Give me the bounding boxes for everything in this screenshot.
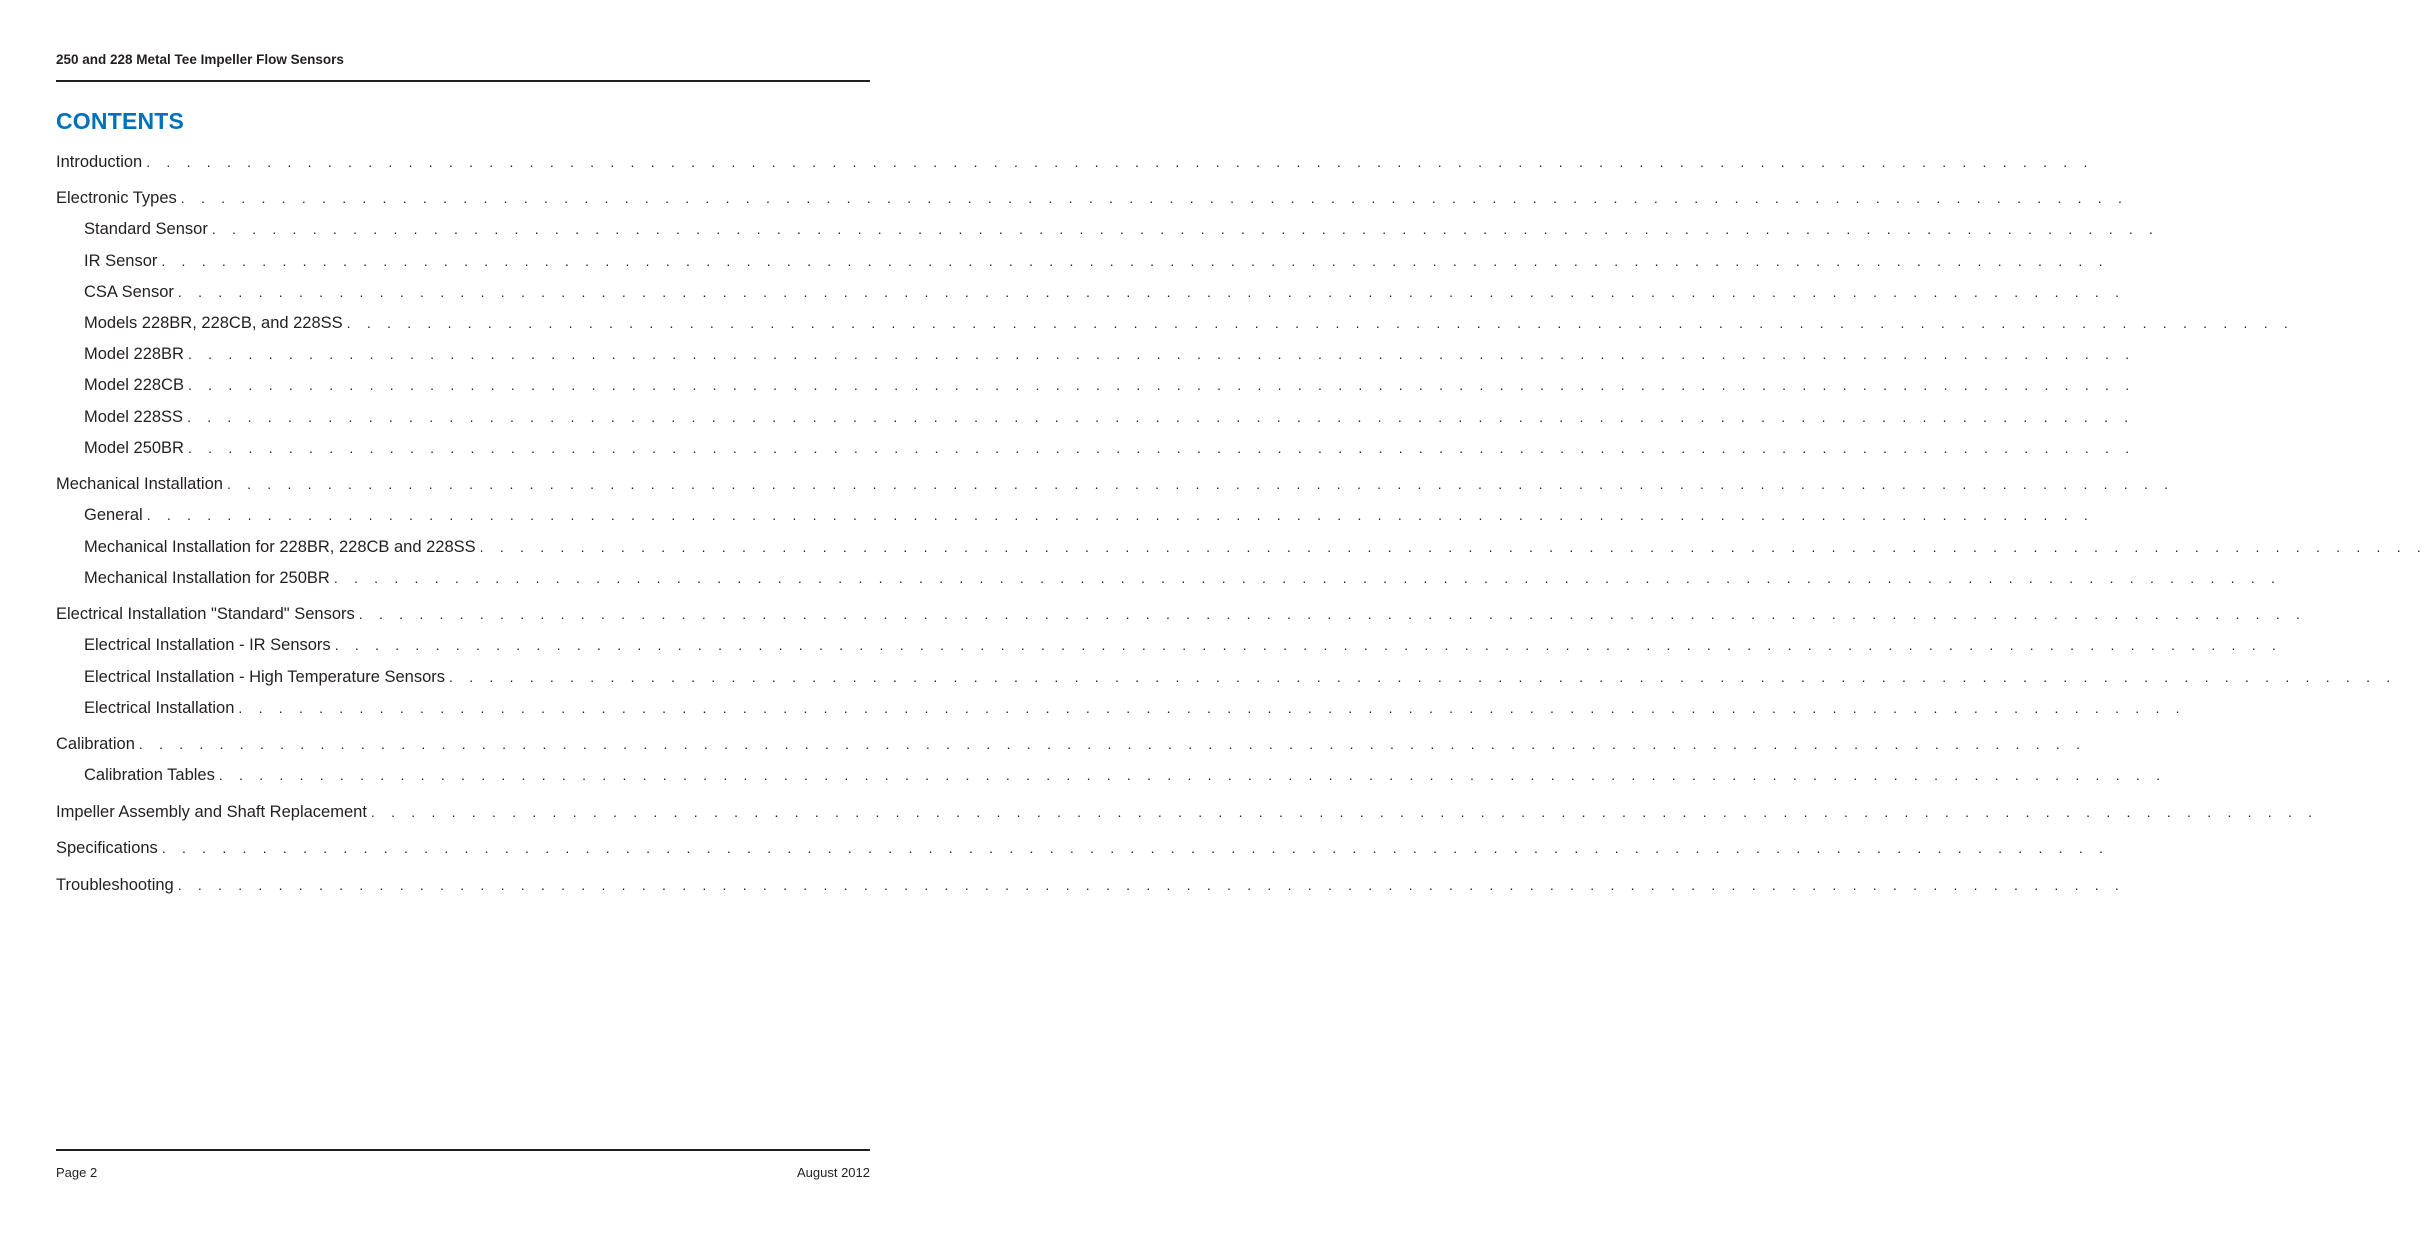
toc-label: Models 228BR, 228CB, and 228SS xyxy=(84,314,343,332)
toc-leader: . . . . . . . . . . . . . . . . . . . . . . . . . . . . . . . . . . . . . . . . . . . . . . . . . . . . . . . . . . . . . . . . . . . . . . . . . . . . . . . . . . . . . . . . . . . . . . . . . xyxy=(333,570,2282,586)
toc-label: Model 228CB xyxy=(84,376,184,394)
toc-entry-mech-install-228[interactable] xyxy=(84,538,2427,560)
toc-leader: . . . . . . . . . . . . . . . . . . . . . . . . . . . . . . . . . . . . . . . . . . . . . . . . . . . . . . . . . . . . . . . . . . . . . . . . . . . . . . . . . . . . . . . . . . . . . . . . . xyxy=(187,346,2136,362)
toc-entry-csa-sensor[interactable] xyxy=(84,283,2126,305)
toc-entry-electrical-standard[interactable] xyxy=(56,605,2307,627)
toc-label: Mechanical Installation for 228BR, 228CB and 228SS xyxy=(84,538,476,556)
toc-entry-calibration[interactable] xyxy=(56,735,2087,757)
toc-label: Electrical Installation - High Temperature Sensors xyxy=(84,668,446,686)
toc-leader: . . . . . . . . . . . . . . . . . . . . . . . . . . . . . . . . . . . . . . . . . . . . . . . . . . . . . . . . . . . . . . . . . . . . . . . . . . . . . . . . . . . . . . . . . . . . . . . . . xyxy=(177,284,2126,300)
toc-leader: . . . . . . . . . . . . . . . . . . . . . . . . . . . . . . . . . . . . . . . . . . . . . . . . . . . . . . . . . . . . . . . . . . . . . . . . . . . . . . . . . . . . . . . . . . . . . . . . . xyxy=(334,637,2282,653)
toc-label: Electronic Types xyxy=(56,189,177,207)
toc-label: Troubleshooting xyxy=(56,876,174,894)
footer-page-number: Page 2 xyxy=(56,1165,98,1180)
contents-heading: CONTENTS xyxy=(56,108,185,134)
footer-date: August 2012 xyxy=(796,1165,870,1180)
toc-label: Model 250BR xyxy=(84,439,184,457)
toc-leader: . . . . . . . . . . . . . . . . . . . . . . . . . . . . . . . . . . . . . . . . . . . . . . . . . . . . . . . . . . . . . . . . . . . . . . . . . . . . . . . . . . . . . . . . . . . . . . . . . xyxy=(138,736,2087,752)
toc-entry-model-228br[interactable] xyxy=(84,345,2136,367)
toc-entry-troubleshooting[interactable] xyxy=(56,876,2126,898)
toc-entry-impeller-assembly[interactable] xyxy=(56,803,2319,825)
toc-leader: . . . . . . . . . . . . . . . . . . . . . . . . . . . . . . . . . . . . . . . . . . . . . . . . . . . . . . . . . . . . . . . . . . . . . . . . . . . . . . . . . . . . . . . . . . . . . . . . . xyxy=(346,315,2294,331)
toc-entry-model-250br[interactable] xyxy=(84,439,2136,461)
toc-label: CSA Sensor xyxy=(84,283,174,301)
toc-label: Model 228BR xyxy=(84,345,184,363)
document-header-title: 250 and 228 Metal Tee Impeller Flow Sensors xyxy=(56,52,344,67)
toc-label: Calibration xyxy=(56,735,135,753)
toc-leader: . . . . . . . . . . . . . . . . . . . . . . . . . . . . . . . . . . . . . . . . . . . . . . . . . . . . . . . . . . . . . . . . . . . . . . . . . . . . . . . . . . . . . . . . . . . . . . . . . xyxy=(146,507,2095,523)
toc-label: Mechanical Installation xyxy=(56,475,223,493)
toc-label: Standard Sensor xyxy=(84,220,208,238)
toc-entry-models-228[interactable] xyxy=(84,314,2294,336)
toc-leader: . . . . . . . . . . . . . . . . . . . . . . . . . . . . . . . . . . . . . . . . . . . . . . . . . . . . . . . . . . . . . . . . . . . . . . . . . . . . . . . . . . . . . . . . . . . . . . . . . xyxy=(479,539,2427,555)
toc-entry-general[interactable] xyxy=(84,506,2095,528)
toc-entry-electrical-installation[interactable] xyxy=(84,699,2186,721)
toc-leader: . . . . . . . . . . . . . . . . . . . . . . . . . . . . . . . . . . . . . . . . . . . . . . . . . . . . . . . . . . . . . . . . . . . . . . . . . . . . . . . . . . . . . . . . . . . . . . . . . xyxy=(177,877,2126,893)
toc-leader: . . . . . . . . . . . . . . . . . . . . . . . . . . . . . . . . . . . . . . . . . . . . . . . . . . . . . . . . . . . . . . . . . . . . . . . . . . . . . . . . . . . . . . . . . . . . . . . . . xyxy=(146,154,2094,170)
toc-leader: . . . . . . . . . . . . . . . . . . . . . . . . . . . . . . . . . . . . . . . . . . . . . . . . . . . . . . . . . . . . . . . . . . . . . . . . . . . . . . . . . . . . . . . . . . . . . . . . . xyxy=(187,440,2136,456)
toc-label: Calibration Tables xyxy=(84,766,215,784)
toc-leader: . . . . . . . . . . . . . . . . . . . . . . . . . . . . . . . . . . . . . . . . . . . . . . . . . . . . . . . . . . . . . . . . . . . . . . . . . . . . . . . . . . . . . . . . . . . . . . . . . xyxy=(161,253,2109,269)
toc-leader: . . . . . . . . . . . . . . . . . . . . . . . . . . . . . . . . . . . . . . . . . . . . . . . . . . . . . . . . . . . . . . . . . . . . . . . . . . . . . . . . . . . . . . . . . . . . . . . . . xyxy=(370,804,2319,820)
toc-entry-specifications[interactable] xyxy=(56,839,2110,861)
toc-entry-model-228ss[interactable] xyxy=(84,408,2135,430)
toc-label: Electrical Installation xyxy=(84,699,235,717)
toc-entry-electrical-high-temp[interactable] xyxy=(84,668,2397,690)
toc-label: Mechanical Installation for 250BR xyxy=(84,569,330,587)
toc-entry-standard-sensor[interactable] xyxy=(84,220,2160,242)
header-rule xyxy=(56,80,870,82)
toc-entry-electrical-ir[interactable] xyxy=(84,636,2282,658)
toc-leader: . . . . . . . . . . . . . . . . . . . . . . . . . . . . . . . . . . . . . . . . . . . . . . . . . . . . . . . . . . . . . . . . . . . . . . . . . . . . . . . . . . . . . . . . . . . . . . . . . xyxy=(187,409,2135,425)
toc-label: Model 228SS xyxy=(84,408,184,426)
toc-leader: . . . . . . . . . . . . . . . . . . . . . . . . . . . . . . . . . . . . . . . . . . . . . . . . . . . . . . . . . . . . . . . . . . . . . . . . . . . . . . . . . . . . . . . . . . . . . . . . . xyxy=(218,767,2167,783)
toc-label: Electrical Installation - IR Sensors xyxy=(84,636,331,654)
toc-label: Specifications xyxy=(56,839,158,857)
toc-label: General xyxy=(84,506,143,524)
toc-leader: . . . . . . . . . . . . . . . . . . . . . . . . . . . . . . . . . . . . . . . . . . . . . . . . . . . . . . . . . . . . . . . . . . . . . . . . . . . . . . . . . . . . . . . . . . . . . . . . . xyxy=(238,700,2186,716)
toc-label: Impeller Assembly and Shaft Replacement xyxy=(56,803,367,821)
toc-entry-introduction[interactable] xyxy=(56,153,2094,175)
toc-leader: . . . . . . . . . . . . . . . . . . . . . . . . . . . . . . . . . . . . . . . . . . . . . . . . . . . . . . . . . . . . . . . . . . . . . . . . . . . . . . . . . . . . . . . . . . . . . . . . . xyxy=(226,476,2175,492)
toc-leader: . . . . . . . . . . . . . . . . . . . . . . . . . . . . . . . . . . . . . . . . . . . . . . . . . . . . . . . . . . . . . . . . . . . . . . . . . . . . . . . . . . . . . . . . . . . . . . . . . xyxy=(211,221,2160,237)
toc-leader: . . . . . . . . . . . . . . . . . . . . . . . . . . . . . . . . . . . . . . . . . . . . . . . . . . . . . . . . . . . . . . . . . . . . . . . . . . . . . . . . . . . . . . . . . . . . . . . . . xyxy=(187,377,2136,393)
toc-label: IR Sensor xyxy=(84,252,158,270)
toc-entry-model-228cb[interactable] xyxy=(84,376,2136,398)
toc-entry-mech-install-250br[interactable] xyxy=(84,569,2282,591)
toc-label: Introduction xyxy=(56,153,143,171)
toc-leader: . . . . . . . . . . . . . . . . . . . . . . . . . . . . . . . . . . . . . . . . . . . . . . . . . . . . . . . . . . . . . . . . . . . . . . . . . . . . . . . . . . . . . . . . . . . . . . . . . xyxy=(449,669,2397,685)
toc-entry-calibration-tables[interactable] xyxy=(84,766,2167,788)
toc-label: Electrical Installation "Standard" Sensors xyxy=(56,605,355,623)
toc-leader: . . . . . . . . . . . . . . . . . . . . . . . . . . . . . . . . . . . . . . . . . . . . . . . . . . . . . . . . . . . . . . . . . . . . . . . . . . . . . . . . . . . . . . . . . . . . . . . . . xyxy=(180,190,2129,206)
toc-entry-electronic-types[interactable] xyxy=(56,189,2129,211)
toc-entry-mechanical-installation[interactable] xyxy=(56,475,2175,497)
toc-entry-ir-sensor[interactable] xyxy=(84,252,2109,274)
toc-leader: . . . . . . . . . . . . . . . . . . . . . . . . . . . . . . . . . . . . . . . . . . . . . . . . . . . . . . . . . . . . . . . . . . . . . . . . . . . . . . . . . . . . . . . . . . . . . . . . . xyxy=(358,606,2307,622)
footer-rule xyxy=(56,1149,870,1151)
toc-leader: . . . . . . . . . . . . . . . . . . . . . . . . . . . . . . . . . . . . . . . . . . . . . . . . . . . . . . . . . . . . . . . . . . . . . . . . . . . . . . . . . . . . . . . . . . . . . . . . . xyxy=(161,840,2110,856)
